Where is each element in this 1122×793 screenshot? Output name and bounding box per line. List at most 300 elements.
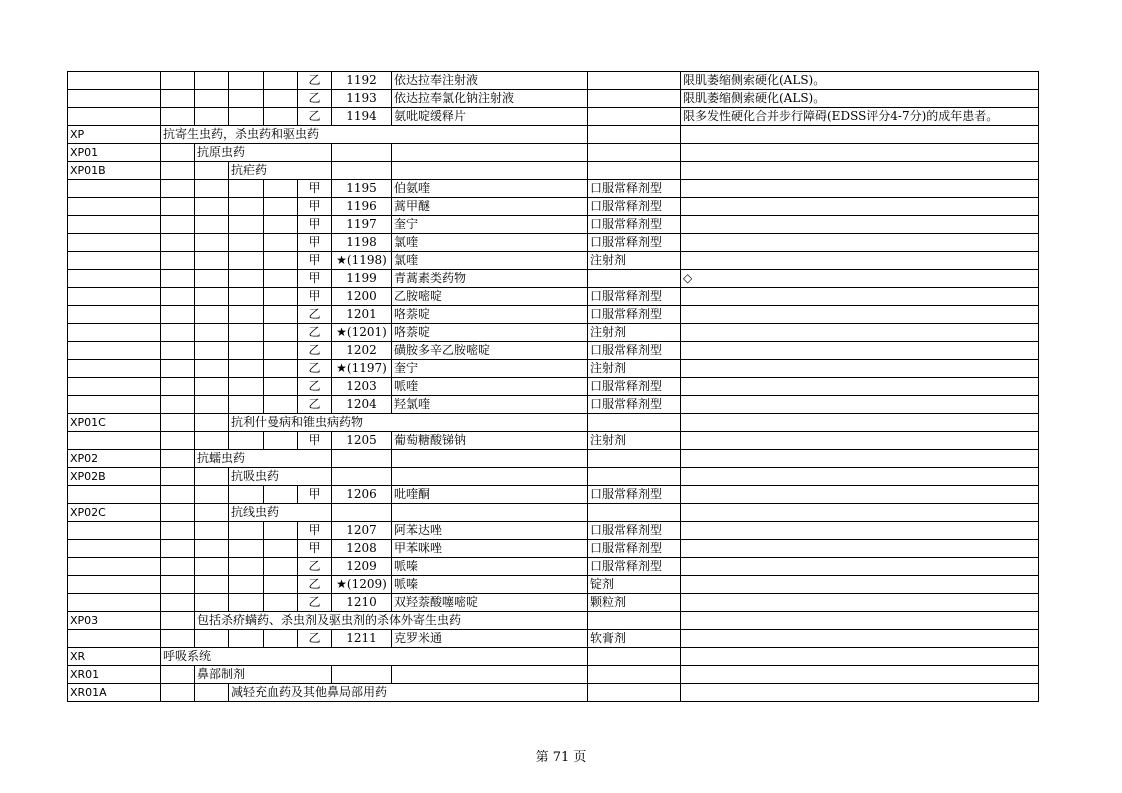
dosage-form-cell: 注射剂 xyxy=(588,324,681,342)
empty-cell xyxy=(195,306,229,324)
remark-cell xyxy=(681,234,1039,252)
drug-name-cell: 奎宁 xyxy=(392,216,588,234)
empty-cell xyxy=(161,432,195,450)
drug-row xyxy=(68,288,1039,306)
empty-cell xyxy=(332,468,392,486)
empty-cell xyxy=(392,468,588,486)
code-cell xyxy=(68,558,161,576)
empty-cell xyxy=(392,450,588,468)
remark-cell xyxy=(681,522,1039,540)
drug-name-cell: 伯氨喹 xyxy=(392,180,588,198)
category-row xyxy=(68,144,1039,162)
empty-cell xyxy=(161,558,195,576)
dosage-form-cell: 口服常释剂型 xyxy=(588,558,681,576)
empty-cell xyxy=(229,486,264,504)
remark-cell xyxy=(681,576,1039,594)
empty-cell xyxy=(195,558,229,576)
drug-row xyxy=(68,198,1039,216)
empty-cell xyxy=(229,342,264,360)
empty-cell xyxy=(195,576,229,594)
number-cell: 1205 xyxy=(332,432,392,450)
category-cell: 乙 xyxy=(298,396,332,414)
empty-cell xyxy=(161,666,195,684)
dosage-form-cell xyxy=(588,90,681,108)
dosage-form-cell: 注射剂 xyxy=(588,432,681,450)
code-cell xyxy=(68,396,161,414)
empty-cell xyxy=(392,666,588,684)
class-label-cell: 抗线虫药 xyxy=(229,504,298,522)
drug-row xyxy=(68,594,1039,612)
drug-name-cell: 依达拉奉注射液 xyxy=(392,72,588,90)
drug-name-cell: 奎宁 xyxy=(392,360,588,378)
number-cell: 1210 xyxy=(332,594,392,612)
class-code-cell: XR01 xyxy=(68,666,161,684)
empty-cell xyxy=(681,162,1039,180)
empty-cell xyxy=(195,90,229,108)
empty-cell xyxy=(161,234,195,252)
number-cell: 1206 xyxy=(332,486,392,504)
drug-name-cell: 氨吡啶缓释片 xyxy=(392,108,588,126)
empty-cell xyxy=(298,144,332,162)
empty-cell xyxy=(332,666,392,684)
empty-cell xyxy=(195,414,229,432)
empty-cell xyxy=(161,306,195,324)
dosage-form-cell: 口服常释剂型 xyxy=(588,180,681,198)
empty-cell xyxy=(161,252,195,270)
empty-cell xyxy=(161,360,195,378)
empty-cell xyxy=(264,234,298,252)
drug-row xyxy=(68,90,1039,108)
empty-cell xyxy=(195,630,229,648)
empty-cell xyxy=(298,666,332,684)
drug-row xyxy=(68,216,1039,234)
empty-cell xyxy=(161,108,195,126)
number-cell: 1208 xyxy=(332,540,392,558)
empty-cell xyxy=(195,270,229,288)
drug-name-cell: 磺胺多辛乙胺嘧啶 xyxy=(392,342,588,360)
remark-cell xyxy=(681,216,1039,234)
empty-cell xyxy=(588,126,681,144)
remark-cell xyxy=(681,594,1039,612)
remark-cell xyxy=(681,252,1039,270)
empty-cell xyxy=(229,306,264,324)
empty-cell xyxy=(195,594,229,612)
dosage-form-cell: 锭剂 xyxy=(588,576,681,594)
number-cell: 1197 xyxy=(332,216,392,234)
code-cell xyxy=(68,378,161,396)
drug-row xyxy=(68,558,1039,576)
drug-name-cell: 葡萄糖酸锑钠 xyxy=(392,432,588,450)
empty-cell xyxy=(392,126,588,144)
empty-cell xyxy=(264,198,298,216)
drug-name-cell: 甲苯咪唑 xyxy=(392,540,588,558)
category-cell: 甲 xyxy=(298,432,332,450)
category-cell: 乙 xyxy=(298,558,332,576)
remark-cell: 限多发性硬化合并步行障碍(EDSS评分4-7分)的成年患者。 xyxy=(681,108,1039,126)
empty-cell xyxy=(264,72,298,90)
dosage-form-cell: 口服常释剂型 xyxy=(588,540,681,558)
class-label-cell: 鼻部制剂 xyxy=(195,666,298,684)
empty-cell xyxy=(392,504,588,522)
empty-cell xyxy=(229,216,264,234)
empty-cell xyxy=(161,684,195,702)
empty-cell xyxy=(195,234,229,252)
remark-cell xyxy=(681,486,1039,504)
empty-cell xyxy=(264,396,298,414)
empty-cell xyxy=(298,162,332,180)
code-cell xyxy=(68,90,161,108)
empty-cell xyxy=(229,432,264,450)
empty-cell xyxy=(161,270,195,288)
empty-cell xyxy=(264,180,298,198)
empty-cell xyxy=(161,414,195,432)
code-cell xyxy=(68,594,161,612)
empty-cell xyxy=(195,72,229,90)
drug-row xyxy=(68,576,1039,594)
drug-name-cell: 克罗米通 xyxy=(392,630,588,648)
empty-cell xyxy=(588,612,681,630)
empty-cell xyxy=(161,522,195,540)
empty-cell xyxy=(161,576,195,594)
drug-row xyxy=(68,378,1039,396)
drug-row xyxy=(68,396,1039,414)
code-cell xyxy=(68,72,161,90)
empty-cell xyxy=(229,252,264,270)
category-row xyxy=(68,612,1039,630)
drug-row xyxy=(68,234,1039,252)
class-code-cell: XR01A xyxy=(68,684,161,702)
class-label-cell: 抗原虫药 xyxy=(195,144,298,162)
empty-cell xyxy=(332,144,392,162)
dosage-form-cell: 颗粒剂 xyxy=(588,594,681,612)
category-cell: 甲 xyxy=(298,252,332,270)
drug-name-cell: 咯萘啶 xyxy=(392,306,588,324)
number-cell: 1195 xyxy=(332,180,392,198)
drug-name-cell: 羟氯喹 xyxy=(392,396,588,414)
class-label-cell: 抗疟药 xyxy=(229,162,298,180)
category-cell: 甲 xyxy=(298,198,332,216)
empty-cell xyxy=(229,576,264,594)
code-cell xyxy=(68,540,161,558)
remark-cell xyxy=(681,342,1039,360)
empty-cell xyxy=(161,486,195,504)
class-code-cell: XP01 xyxy=(68,144,161,162)
category-cell: 乙 xyxy=(298,324,332,342)
category-cell: 乙 xyxy=(298,594,332,612)
category-row xyxy=(68,126,1039,144)
empty-cell xyxy=(195,522,229,540)
empty-cell xyxy=(298,468,332,486)
empty-cell xyxy=(588,648,681,666)
code-cell xyxy=(68,216,161,234)
number-cell: 1211 xyxy=(332,630,392,648)
category-cell: 甲 xyxy=(298,180,332,198)
remark-cell: 限肌萎缩侧索硬化(ALS)。 xyxy=(681,90,1039,108)
empty-cell xyxy=(161,612,195,630)
number-cell: 1200 xyxy=(332,288,392,306)
empty-cell xyxy=(161,630,195,648)
empty-cell xyxy=(392,162,588,180)
empty-cell xyxy=(229,180,264,198)
empty-cell xyxy=(264,576,298,594)
empty-cell xyxy=(298,450,332,468)
empty-cell xyxy=(264,288,298,306)
empty-cell xyxy=(392,648,588,666)
empty-cell xyxy=(264,594,298,612)
empty-cell xyxy=(264,360,298,378)
code-cell xyxy=(68,342,161,360)
number-cell: 1203 xyxy=(332,378,392,396)
empty-cell xyxy=(229,270,264,288)
dosage-form-cell xyxy=(588,72,681,90)
empty-cell xyxy=(681,144,1039,162)
empty-cell xyxy=(588,144,681,162)
number-cell: 1202 xyxy=(332,342,392,360)
empty-cell xyxy=(195,684,229,702)
class-label-cell: 减轻充血药及其他鼻局部用药 xyxy=(229,684,588,702)
code-cell xyxy=(68,108,161,126)
number-cell: 1192 xyxy=(332,72,392,90)
remark-cell xyxy=(681,558,1039,576)
empty-cell xyxy=(161,396,195,414)
empty-cell xyxy=(264,90,298,108)
page-number: 第 71 页 xyxy=(535,750,587,765)
drug-row xyxy=(68,486,1039,504)
empty-cell xyxy=(264,342,298,360)
dosage-form-cell: 口服常释剂型 xyxy=(588,522,681,540)
empty-cell xyxy=(161,450,195,468)
remark-cell xyxy=(681,360,1039,378)
code-cell xyxy=(68,306,161,324)
empty-cell xyxy=(588,414,681,432)
empty-cell xyxy=(229,378,264,396)
category-cell: 乙 xyxy=(298,306,332,324)
drug-name-cell: 乙胺嘧啶 xyxy=(392,288,588,306)
empty-cell xyxy=(161,378,195,396)
empty-cell xyxy=(332,162,392,180)
number-cell: 1201 xyxy=(332,306,392,324)
empty-cell xyxy=(229,288,264,306)
number-cell: 1204 xyxy=(332,396,392,414)
empty-cell xyxy=(161,144,195,162)
empty-cell xyxy=(264,486,298,504)
empty-cell xyxy=(392,144,588,162)
empty-cell xyxy=(229,522,264,540)
class-label-cell: 抗利什曼病和锥虫病药物 xyxy=(229,414,588,432)
drug-name-cell: 双羟萘酸噻嘧啶 xyxy=(392,594,588,612)
empty-cell xyxy=(264,540,298,558)
dosage-form-cell: 口服常释剂型 xyxy=(588,288,681,306)
dosage-form-cell: 软膏剂 xyxy=(588,630,681,648)
drug-row xyxy=(68,432,1039,450)
empty-cell xyxy=(195,432,229,450)
empty-cell xyxy=(161,288,195,306)
empty-cell xyxy=(195,540,229,558)
empty-cell xyxy=(264,108,298,126)
drug-row xyxy=(68,306,1039,324)
dosage-form-cell: 口服常释剂型 xyxy=(588,306,681,324)
empty-cell xyxy=(161,342,195,360)
drug-row xyxy=(68,270,1039,288)
code-cell xyxy=(68,522,161,540)
number-cell: 1199 xyxy=(332,270,392,288)
empty-cell xyxy=(264,558,298,576)
category-row xyxy=(68,684,1039,702)
category-row xyxy=(68,450,1039,468)
code-cell xyxy=(68,432,161,450)
empty-cell xyxy=(195,252,229,270)
code-cell xyxy=(68,360,161,378)
empty-cell xyxy=(161,504,195,522)
empty-cell xyxy=(681,504,1039,522)
code-cell xyxy=(68,180,161,198)
remark-cell xyxy=(681,630,1039,648)
empty-cell xyxy=(195,504,229,522)
category-row xyxy=(68,666,1039,684)
remark-cell: 限肌萎缩侧索硬化(ALS)。 xyxy=(681,72,1039,90)
dosage-form-cell: 口服常释剂型 xyxy=(588,198,681,216)
number-cell: ★(1197) xyxy=(332,360,392,378)
empty-cell xyxy=(229,108,264,126)
drug-row xyxy=(68,180,1039,198)
category-cell: 乙 xyxy=(298,378,332,396)
drug-row xyxy=(68,108,1039,126)
empty-cell xyxy=(161,468,195,486)
empty-cell xyxy=(161,180,195,198)
drug-name-cell: 哌嗪 xyxy=(392,576,588,594)
remark-cell xyxy=(681,432,1039,450)
drug-row xyxy=(68,342,1039,360)
drug-name-cell: 蒿甲醚 xyxy=(392,198,588,216)
empty-cell xyxy=(681,648,1039,666)
category-cell: 甲 xyxy=(298,522,332,540)
category-cell: 甲 xyxy=(298,540,332,558)
dosage-form-cell: 口服常释剂型 xyxy=(588,486,681,504)
drug-name-cell: 氯喹 xyxy=(392,252,588,270)
class-code-cell: XR xyxy=(68,648,161,666)
empty-cell xyxy=(229,198,264,216)
empty-cell xyxy=(588,468,681,486)
empty-cell xyxy=(332,450,392,468)
category-cell: 乙 xyxy=(298,630,332,648)
code-cell xyxy=(68,288,161,306)
class-label-cell: 包括杀疥螨药、杀虫剂及驱虫剂的杀体外寄生虫药 xyxy=(195,612,588,630)
category-row xyxy=(68,648,1039,666)
empty-cell xyxy=(195,108,229,126)
empty-cell xyxy=(161,216,195,234)
number-cell: ★(1209) xyxy=(332,576,392,594)
empty-cell xyxy=(195,288,229,306)
empty-cell xyxy=(264,216,298,234)
remark-cell xyxy=(681,198,1039,216)
class-label-cell: 抗蠕虫药 xyxy=(195,450,298,468)
empty-cell xyxy=(264,324,298,342)
drug-row xyxy=(68,252,1039,270)
class-code-cell: XP01B xyxy=(68,162,161,180)
code-cell xyxy=(68,198,161,216)
empty-cell xyxy=(161,90,195,108)
empty-cell xyxy=(229,594,264,612)
number-cell: 1209 xyxy=(332,558,392,576)
empty-cell xyxy=(588,450,681,468)
empty-cell xyxy=(264,432,298,450)
drug-row xyxy=(68,72,1039,90)
drug-name-cell: 阿苯达唑 xyxy=(392,522,588,540)
code-cell xyxy=(68,270,161,288)
class-label-cell: 抗寄生虫药，杀虫药和驱虫药 xyxy=(161,126,392,144)
empty-cell xyxy=(229,396,264,414)
empty-cell xyxy=(264,306,298,324)
empty-cell xyxy=(681,414,1039,432)
class-code-cell: XP01C xyxy=(68,414,161,432)
drug-name-cell: 吡喹酮 xyxy=(392,486,588,504)
category-cell: 乙 xyxy=(298,342,332,360)
category-row xyxy=(68,468,1039,486)
empty-cell xyxy=(229,234,264,252)
empty-cell xyxy=(195,468,229,486)
dosage-form-cell: 口服常释剂型 xyxy=(588,378,681,396)
empty-cell xyxy=(264,252,298,270)
dosage-form-cell: 注射剂 xyxy=(588,252,681,270)
category-cell: 甲 xyxy=(298,486,332,504)
code-cell xyxy=(68,630,161,648)
empty-cell xyxy=(195,396,229,414)
number-cell: ★(1198) xyxy=(332,252,392,270)
class-code-cell: XP03 xyxy=(68,612,161,630)
empty-cell xyxy=(195,342,229,360)
empty-cell xyxy=(681,126,1039,144)
number-cell: ★(1201) xyxy=(332,324,392,342)
code-cell xyxy=(68,252,161,270)
empty-cell xyxy=(588,162,681,180)
empty-cell xyxy=(161,594,195,612)
empty-cell xyxy=(264,630,298,648)
empty-cell xyxy=(229,72,264,90)
drug-row xyxy=(68,522,1039,540)
category-cell: 乙 xyxy=(298,72,332,90)
class-label-cell: 呼吸系统 xyxy=(161,648,392,666)
empty-cell xyxy=(264,522,298,540)
empty-cell xyxy=(588,504,681,522)
drug-name-cell: 哌喹 xyxy=(392,378,588,396)
empty-cell xyxy=(588,684,681,702)
number-cell: 1207 xyxy=(332,522,392,540)
dosage-form-cell xyxy=(588,270,681,288)
number-cell: 1194 xyxy=(332,108,392,126)
empty-cell xyxy=(195,378,229,396)
empty-cell xyxy=(195,360,229,378)
empty-cell xyxy=(195,486,229,504)
category-cell: 甲 xyxy=(298,216,332,234)
empty-cell xyxy=(681,450,1039,468)
empty-cell xyxy=(588,666,681,684)
empty-cell xyxy=(681,612,1039,630)
category-cell: 乙 xyxy=(298,360,332,378)
remark-cell xyxy=(681,306,1039,324)
empty-cell xyxy=(229,360,264,378)
dosage-form-cell: 口服常释剂型 xyxy=(588,216,681,234)
category-cell: 甲 xyxy=(298,234,332,252)
remark-cell xyxy=(681,540,1039,558)
category-cell: 甲 xyxy=(298,270,332,288)
class-code-cell: XP02B xyxy=(68,468,161,486)
empty-cell xyxy=(229,630,264,648)
remark-cell xyxy=(681,324,1039,342)
number-cell: 1193 xyxy=(332,90,392,108)
class-code-cell: XP02C xyxy=(68,504,161,522)
empty-cell xyxy=(161,72,195,90)
category-cell: 乙 xyxy=(298,576,332,594)
